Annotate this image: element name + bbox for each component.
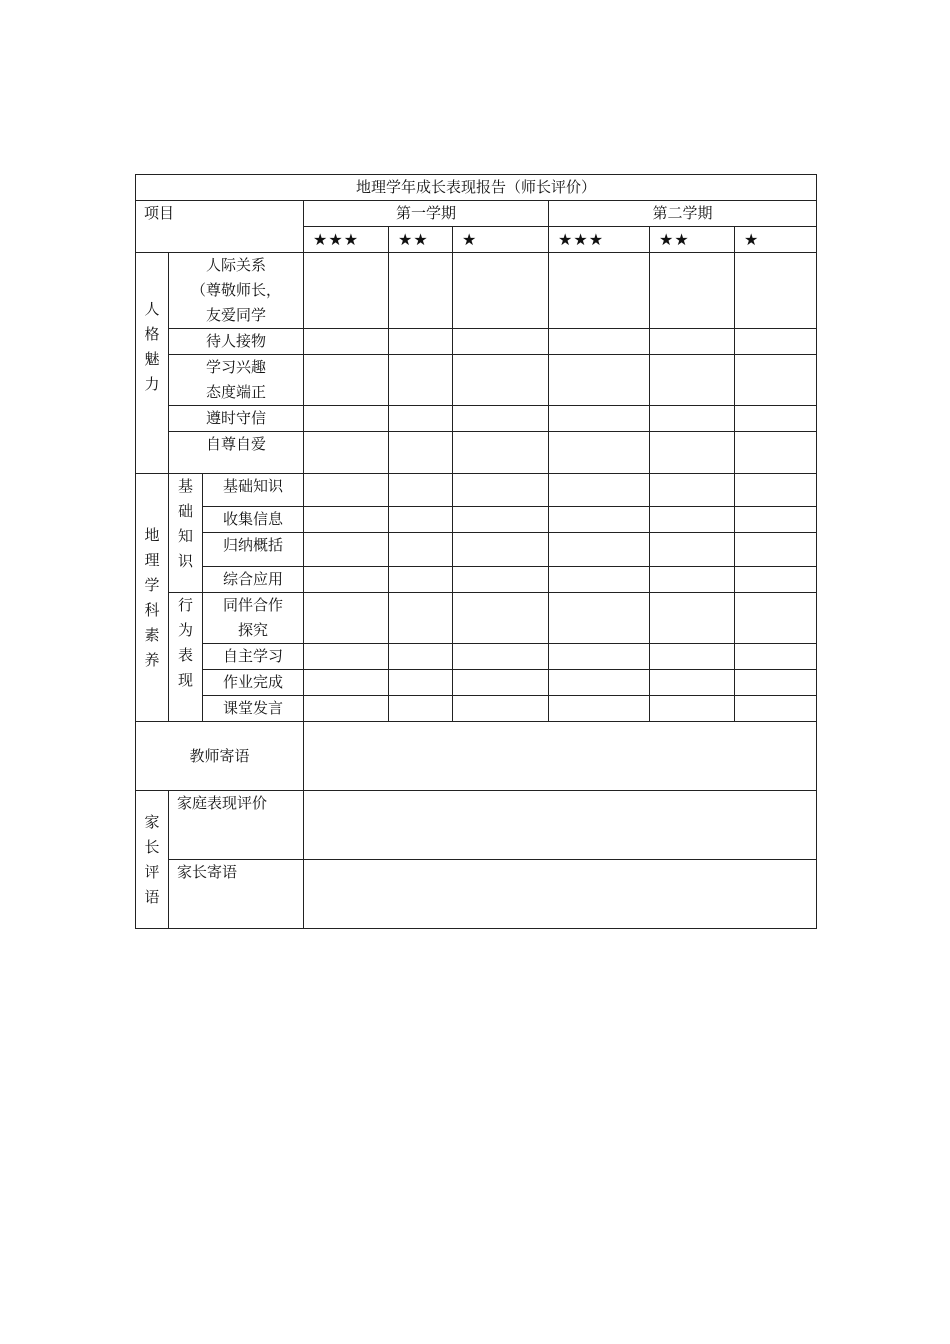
rating-cell[interactable] <box>549 533 650 567</box>
rating-cell[interactable] <box>735 593 817 644</box>
term2-rating-3-star: ★★★ <box>549 227 650 253</box>
rating-cell[interactable] <box>549 406 650 432</box>
rating-cell[interactable] <box>389 696 453 722</box>
rating-cell[interactable] <box>549 253 650 329</box>
rating-cell[interactable] <box>304 329 389 355</box>
term1-rating-2-star: ★★ <box>389 227 453 253</box>
rating-cell[interactable] <box>453 432 549 474</box>
rating-cell[interactable] <box>735 507 817 533</box>
term1-rating-3-star: ★★★ <box>304 227 389 253</box>
rating-cell[interactable] <box>735 329 817 355</box>
growth-report-table <box>135 174 817 929</box>
rating-cell[interactable] <box>549 474 650 507</box>
rating-cell[interactable] <box>453 533 549 567</box>
rating-cell[interactable] <box>735 644 817 670</box>
rating-cell[interactable] <box>389 474 453 507</box>
rating-cell[interactable] <box>549 644 650 670</box>
rating-cell[interactable] <box>304 644 389 670</box>
parent-message-area[interactable] <box>304 860 817 929</box>
rating-cell[interactable] <box>735 406 817 432</box>
home-eval-area[interactable] <box>304 791 817 860</box>
rating-cell[interactable] <box>453 355 549 406</box>
rating-cell[interactable] <box>389 644 453 670</box>
rating-cell[interactable] <box>549 432 650 474</box>
parent-section-label: 家长评语 <box>136 791 169 929</box>
rating-cell[interactable] <box>650 593 735 644</box>
rating-cell[interactable] <box>304 432 389 474</box>
rating-cell[interactable] <box>549 567 650 593</box>
rating-cell[interactable] <box>389 406 453 432</box>
term1-header: 第一学期 <box>304 201 549 227</box>
rating-cell[interactable] <box>453 474 549 507</box>
rating-cell[interactable] <box>735 670 817 696</box>
rating-cell[interactable] <box>650 355 735 406</box>
rating-cell[interactable] <box>304 355 389 406</box>
rating-cell[interactable] <box>650 507 735 533</box>
basic-item: 归纳概括 <box>203 533 304 567</box>
behavior-item: 自主学习 <box>203 644 304 670</box>
teacher-message-label: 教师寄语 <box>136 722 304 791</box>
rating-cell[interactable] <box>735 474 817 507</box>
rating-cell[interactable] <box>304 593 389 644</box>
personality-item: 学习兴趣 态度端正 <box>169 355 304 406</box>
rating-cell[interactable] <box>304 567 389 593</box>
rating-cell[interactable] <box>453 670 549 696</box>
rating-cell[interactable] <box>549 670 650 696</box>
rating-cell[interactable] <box>389 253 453 329</box>
rating-cell[interactable] <box>650 644 735 670</box>
rating-cell[interactable] <box>650 533 735 567</box>
behavior-item: 作业完成 <box>203 670 304 696</box>
item-header: 项目 <box>136 201 304 253</box>
rating-cell[interactable] <box>304 533 389 567</box>
geography-section-label: 地理学科素养 <box>136 474 169 722</box>
rating-cell[interactable] <box>389 567 453 593</box>
rating-cell[interactable] <box>650 474 735 507</box>
term2-header: 第二学期 <box>549 201 817 227</box>
rating-cell[interactable] <box>735 696 817 722</box>
rating-cell[interactable] <box>304 670 389 696</box>
term1-rating-1-star: ★ <box>453 227 549 253</box>
personality-item: 待人接物 <box>169 329 304 355</box>
rating-cell[interactable] <box>304 406 389 432</box>
rating-cell[interactable] <box>735 355 817 406</box>
personality-item: 人际关系 （尊敬师长， 友爱同学 <box>169 253 304 329</box>
personality-item: 遵时守信 <box>169 406 304 432</box>
rating-cell[interactable] <box>304 507 389 533</box>
rating-cell[interactable] <box>453 253 549 329</box>
rating-cell[interactable] <box>389 329 453 355</box>
rating-cell[interactable] <box>549 593 650 644</box>
behavior-item: 课堂发言 <box>203 696 304 722</box>
term2-rating-2-star: ★★ <box>650 227 735 253</box>
basic-item: 收集信息 <box>203 507 304 533</box>
rating-cell[interactable] <box>304 474 389 507</box>
rating-cell[interactable] <box>650 696 735 722</box>
rating-cell[interactable] <box>650 253 735 329</box>
rating-cell[interactable] <box>650 670 735 696</box>
rating-cell[interactable] <box>453 406 549 432</box>
rating-cell[interactable] <box>453 567 549 593</box>
rating-cell[interactable] <box>549 355 650 406</box>
teacher-message-area[interactable] <box>304 722 817 791</box>
rating-cell[interactable] <box>549 329 650 355</box>
rating-cell[interactable] <box>389 593 453 644</box>
rating-cell[interactable] <box>453 507 549 533</box>
basic-item: 基础知识 <box>203 474 304 507</box>
report-title: 地理学年成长表现报告（师长评价） <box>136 175 817 201</box>
rating-cell[interactable] <box>735 432 817 474</box>
parent-message-label: 家长寄语 <box>169 860 304 929</box>
rating-cell[interactable] <box>304 696 389 722</box>
rating-cell[interactable] <box>389 670 453 696</box>
behavior-item: 同伴合作 探究 <box>203 593 304 644</box>
rating-cell[interactable] <box>650 406 735 432</box>
rating-cell[interactable] <box>735 567 817 593</box>
rating-cell[interactable] <box>389 507 453 533</box>
term2-rating-1-star: ★ <box>735 227 817 253</box>
rating-cell[interactable] <box>304 253 389 329</box>
personality-section-label: 人格魅力 <box>136 253 169 474</box>
rating-cell[interactable] <box>650 567 735 593</box>
rating-cell[interactable] <box>453 644 549 670</box>
rating-cell[interactable] <box>735 253 817 329</box>
basic-item: 综合应用 <box>203 567 304 593</box>
rating-cell[interactable] <box>389 355 453 406</box>
rating-cell[interactable] <box>389 533 453 567</box>
rating-cell[interactable] <box>650 329 735 355</box>
rating-cell[interactable] <box>389 432 453 474</box>
rating-cell[interactable] <box>453 696 549 722</box>
rating-cell[interactable] <box>650 432 735 474</box>
rating-cell[interactable] <box>549 696 650 722</box>
rating-cell[interactable] <box>735 533 817 567</box>
home-eval-label: 家庭表现评价 <box>169 791 304 860</box>
rating-cell[interactable] <box>453 593 549 644</box>
rating-cell[interactable] <box>549 507 650 533</box>
personality-item: 自尊自爱 <box>169 432 304 474</box>
rating-cell[interactable] <box>453 329 549 355</box>
behavior-group-label: 行为表现 <box>169 593 203 722</box>
basic-knowledge-group-label: 基础知识 <box>169 474 203 593</box>
